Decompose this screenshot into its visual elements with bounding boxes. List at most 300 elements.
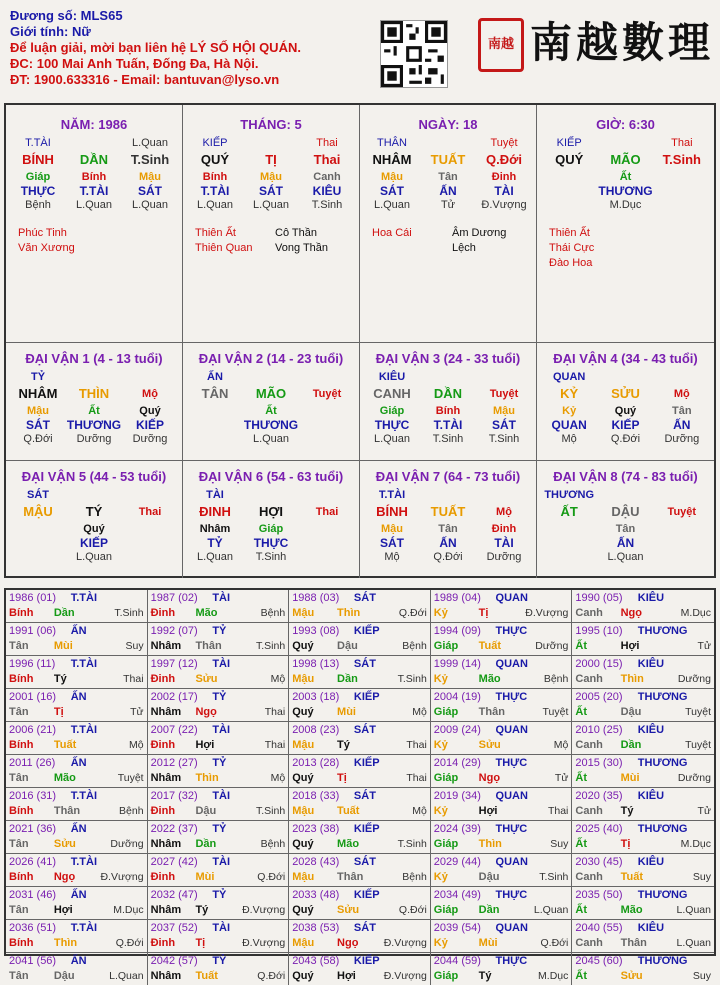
dai-van-hidden-sao-cell: SÁT bbox=[26, 418, 50, 432]
pillar-hidden-can-cell: Bính bbox=[81, 171, 107, 183]
dai-van-hidden-ts bbox=[364, 550, 532, 564]
dai-van-hidden-can-cell: Kỷ bbox=[562, 405, 577, 417]
annual-stage: T.Sinh bbox=[255, 640, 286, 652]
dai-van-hidden-ts-cell: T.Sinh bbox=[255, 551, 287, 563]
dai-van-hidden-ts bbox=[187, 432, 355, 446]
shensha-label: Thiên Ất bbox=[549, 227, 590, 239]
annual-can: Mậu bbox=[292, 673, 315, 685]
annual-cell bbox=[431, 821, 573, 854]
pillar-hidden-ts bbox=[364, 198, 532, 212]
annual-star: QUAN bbox=[495, 592, 528, 604]
annual-star: TỶ bbox=[212, 625, 227, 637]
annual-chi: Sửu bbox=[620, 970, 643, 982]
annual-can: Kỷ bbox=[433, 871, 448, 883]
dai-van-hidden-can-cell: Giáp bbox=[258, 523, 284, 535]
dai-van-main-cell: NHÂM bbox=[18, 386, 58, 401]
annual-star: QUAN bbox=[495, 856, 528, 868]
annual-cell bbox=[431, 788, 573, 821]
annual-chi: Tý bbox=[195, 904, 209, 916]
annual-stage: Tử bbox=[554, 772, 569, 784]
pillar-cell bbox=[183, 105, 360, 343]
dai-van-hidden-ts-cell bbox=[187, 432, 243, 446]
dai-van-hidden-sao-cell: KIẾP bbox=[611, 418, 640, 432]
annual-year: 2023 (38) bbox=[292, 823, 340, 835]
annual-star: TỶ bbox=[212, 757, 227, 769]
annual-year: 2029 (44) bbox=[433, 856, 481, 868]
annual-cell bbox=[289, 821, 431, 854]
annual-cell bbox=[289, 887, 431, 920]
annual-stage: Suy bbox=[125, 640, 144, 652]
annual-can: Tân bbox=[9, 970, 29, 982]
dai-van-hidden-can-cell bbox=[299, 522, 355, 536]
annual-stage: Thai bbox=[264, 706, 286, 718]
dai-van-hidden-sao bbox=[10, 418, 178, 432]
annual-chi: Dậu bbox=[620, 706, 642, 718]
annual-cell bbox=[431, 920, 573, 953]
annual-star: SÁT bbox=[353, 922, 376, 934]
annual-can: Kỷ bbox=[433, 937, 448, 949]
annual-chi: Dậu bbox=[53, 970, 75, 982]
annual-star: QUAN bbox=[495, 724, 528, 736]
pillar-top-cell: Tuyệt bbox=[490, 137, 518, 149]
annual-cell bbox=[148, 722, 290, 755]
dai-van-hidden-ts-cell bbox=[299, 550, 355, 564]
annual-star: THỰC bbox=[495, 889, 528, 901]
annual-star: ẤN bbox=[70, 691, 87, 703]
dai-van-hidden-sao-cell: QUAN bbox=[551, 418, 587, 432]
dai-van-hidden-can-cell: Bính bbox=[435, 405, 461, 417]
annual-year: 2005 (20) bbox=[575, 691, 623, 703]
pillar-top-cell: L.Quan bbox=[131, 137, 169, 149]
annual-year: 1999 (14) bbox=[433, 658, 481, 670]
annual-cell bbox=[572, 656, 714, 689]
annual-year: 2045 (60) bbox=[575, 955, 623, 967]
annual-star: QUAN bbox=[495, 658, 528, 670]
annual-cell bbox=[572, 689, 714, 722]
annual-luck-table bbox=[4, 588, 716, 982]
dai-van-sao bbox=[10, 370, 178, 384]
annual-stage: Mộ bbox=[270, 772, 286, 784]
annual-stage: Mộ bbox=[128, 739, 144, 751]
pillar-hidden-ts-cell: Đ.Vượng bbox=[481, 199, 527, 211]
dai-van-title: ĐẠI VẬN 6 (54 - 63 tuổi) bbox=[198, 469, 344, 484]
pillar-title: THÁNG: 5 bbox=[240, 117, 302, 132]
dai-van-main bbox=[541, 502, 710, 522]
annual-chi: Tuất bbox=[337, 805, 360, 817]
annual-can: Mậu bbox=[292, 871, 315, 883]
dai-van-hidden-can-cell: Đinh bbox=[491, 523, 517, 535]
annual-year: 1997 (12) bbox=[150, 658, 198, 670]
dai-van-title: ĐẠI VẬN 5 (44 - 53 tuổi) bbox=[21, 469, 167, 484]
annual-can: Kỷ bbox=[433, 673, 448, 685]
annual-star: TỶ bbox=[212, 889, 227, 901]
annual-chi: Sửu bbox=[478, 739, 501, 751]
annual-stage: Q.Đới bbox=[257, 871, 286, 883]
dai-van-hidden-sao-cell bbox=[122, 536, 178, 550]
annual-year: 2027 (42) bbox=[150, 856, 198, 868]
dai-van-hidden-can-cell: Ất bbox=[88, 405, 100, 417]
annual-year: 2011 (26) bbox=[9, 757, 56, 769]
annual-year: 2009 (24) bbox=[433, 724, 481, 736]
dai-van-hidden-can-cell: Quý bbox=[614, 405, 637, 417]
annual-can: Nhâm bbox=[150, 904, 182, 916]
annual-cell bbox=[431, 656, 573, 689]
annual-cell bbox=[431, 887, 573, 920]
annual-cell bbox=[6, 788, 148, 821]
annual-cell bbox=[572, 953, 714, 985]
dai-van-hidden-sao-cell: THỰC bbox=[253, 536, 289, 550]
dai-van-hidden-ts-cell: Mộ bbox=[561, 433, 577, 445]
annual-star: TỶ bbox=[212, 955, 227, 967]
dai-van-main-cell: MẬU bbox=[23, 504, 53, 519]
dai-van-hidden-ts-cell bbox=[299, 432, 355, 446]
annual-cell bbox=[572, 788, 714, 821]
annual-chi: Mùi bbox=[620, 772, 640, 784]
annual-star: T.TÀI bbox=[70, 922, 97, 934]
annual-chi: Tị bbox=[195, 937, 206, 949]
dai-van-hidden-ts-cell bbox=[10, 550, 66, 564]
annual-stage: Bệnh bbox=[119, 805, 144, 817]
pillar-top-cell bbox=[243, 136, 299, 150]
dai-van-hidden-can-cell bbox=[654, 522, 710, 536]
dai-van-main bbox=[187, 502, 355, 522]
pillar-hidden-sao-cell: SÁT bbox=[259, 184, 283, 198]
annual-can: Quý bbox=[292, 970, 314, 982]
dai-van-main-cell: TÂN bbox=[201, 386, 229, 401]
annual-stage: Dưỡng bbox=[535, 640, 569, 652]
dai-van-hidden-sao-cell: ẤN bbox=[673, 418, 691, 432]
annual-stage: Dưỡng bbox=[110, 838, 144, 850]
shensha-label bbox=[630, 226, 711, 241]
pillar-main-cell: BÍNH bbox=[22, 152, 54, 167]
dai-van-hidden-ts-cell: Mộ bbox=[384, 551, 400, 563]
dai-van-hidden-sao-cell: KIẾP bbox=[135, 418, 164, 432]
dai-van-sao-cell bbox=[66, 370, 122, 384]
annual-year: 2010 (25) bbox=[575, 724, 623, 736]
annual-year: 2030 (45) bbox=[575, 856, 623, 868]
annual-cell bbox=[572, 590, 714, 623]
phone-email-line[interactable]: ĐT: 1900.633316 - Email: bantuvan@lyso.vn bbox=[10, 72, 280, 87]
shensha-label: Cô Thần bbox=[275, 227, 317, 239]
annual-year: 2002 (17) bbox=[150, 691, 198, 703]
annual-can: Quý bbox=[292, 838, 314, 850]
dai-van-hidden-ts-cell: Q.Đới bbox=[433, 551, 463, 563]
pillar-hidden-can-cell: Tân bbox=[438, 171, 458, 183]
red-seal-stamp: 南越 bbox=[478, 18, 524, 72]
annual-star: SÁT bbox=[353, 856, 376, 868]
annual-can: Ất bbox=[575, 772, 587, 784]
pillar-hidden-ts-cell: L.Quan bbox=[196, 199, 234, 211]
annual-can: Ất bbox=[575, 838, 587, 850]
annual-chi: Tý bbox=[53, 673, 67, 685]
dai-van-hidden-ts-cell: Q.Đới bbox=[610, 433, 641, 445]
annual-chi: Thân bbox=[620, 937, 647, 949]
pillar-main-cell: TỊ bbox=[265, 152, 277, 167]
annual-cell bbox=[6, 821, 148, 854]
pillar-hidden-can-cell: Mậu bbox=[139, 171, 161, 183]
qr-code[interactable] bbox=[380, 20, 448, 88]
annual-stage: L.Quan bbox=[676, 904, 711, 916]
shensha-label: Vong Thần bbox=[275, 242, 329, 254]
annual-year: 1998 (13) bbox=[292, 658, 340, 670]
pillar-main-cell: QUÝ bbox=[200, 152, 230, 167]
dai-van-hidden-ts bbox=[541, 550, 710, 564]
annual-star: KIÊU bbox=[637, 658, 665, 670]
annual-star: THỰC bbox=[495, 823, 528, 835]
dai-van-sao-cell bbox=[420, 370, 476, 384]
shensha-label: Phúc Tinh bbox=[18, 227, 67, 239]
annual-cell bbox=[289, 854, 431, 887]
header-info bbox=[10, 8, 370, 88]
annual-stage: Tuyệt bbox=[117, 772, 144, 784]
dai-van-hidden-can-cell: Quý bbox=[83, 523, 105, 535]
dai-van-hidden-can-cell bbox=[122, 522, 178, 536]
pillar-title: NGÀY: 18 bbox=[418, 117, 478, 132]
annual-cell bbox=[572, 722, 714, 755]
annual-year: 1987 (02) bbox=[150, 592, 198, 604]
annual-year: 1995 (10) bbox=[575, 625, 623, 637]
dai-van-hidden-ts-cell: Dưỡng bbox=[486, 551, 522, 563]
annual-star: ẤN bbox=[70, 625, 87, 637]
pillar-hidden-sao-cell bbox=[541, 184, 597, 198]
shensha-label: Văn Xương bbox=[18, 242, 75, 254]
annual-cell bbox=[148, 656, 290, 689]
annual-star: ẤN bbox=[70, 955, 87, 967]
annual-year: 2008 (23) bbox=[292, 724, 340, 736]
shensha-label: Thiên Quan bbox=[195, 242, 253, 254]
dai-van-hidden-can bbox=[364, 404, 532, 418]
dai-van-cell bbox=[183, 461, 360, 578]
annual-year: 2012 (27) bbox=[150, 757, 198, 769]
annual-star: TÀI bbox=[212, 790, 231, 802]
pillar-top bbox=[187, 136, 355, 150]
annual-year: 2034 (49) bbox=[433, 889, 481, 901]
annual-stage: Mộ bbox=[412, 805, 427, 817]
annual-can: Kỷ bbox=[433, 805, 448, 817]
pillar-top-cell: Thai bbox=[671, 137, 693, 149]
pillar-main-cell: Thai bbox=[313, 152, 341, 167]
annual-cell bbox=[148, 953, 290, 985]
annual-star: TÀI bbox=[212, 856, 231, 868]
dai-van-hidden-sao-cell: THỰC bbox=[374, 418, 410, 432]
annual-cell bbox=[289, 590, 431, 623]
annual-year: 2015 (30) bbox=[575, 757, 623, 769]
pillar-hidden-ts bbox=[541, 198, 710, 212]
dai-van-hidden-sao-cell bbox=[10, 536, 66, 550]
annual-stage: Bệnh bbox=[260, 838, 286, 850]
annual-star: KIÊU bbox=[637, 856, 665, 868]
annual-can: Ất bbox=[575, 706, 587, 718]
dai-van-hidden-ts-cell bbox=[122, 550, 178, 564]
annual-year: 1990 (05) bbox=[575, 592, 623, 604]
annual-chi: Sửu bbox=[337, 904, 360, 916]
annual-year: 2014 (29) bbox=[433, 757, 481, 769]
pillar-hidden-sao bbox=[187, 184, 355, 198]
dai-van-main-cell: Mộ bbox=[673, 388, 690, 400]
annual-chi: Sửu bbox=[53, 838, 76, 850]
annual-stage: Tử bbox=[697, 805, 711, 817]
annual-stage: T.Sinh bbox=[539, 871, 569, 883]
pillar-hidden-sao bbox=[541, 184, 710, 198]
dai-van-hidden-ts-cell: L.Quan bbox=[373, 433, 411, 445]
annual-chi: Tý bbox=[337, 739, 350, 751]
annual-cell bbox=[148, 689, 290, 722]
annual-star: KIÊU bbox=[637, 922, 665, 934]
annual-chi: Mão bbox=[195, 607, 218, 619]
dai-van-hidden-ts-cell: L.Quan bbox=[75, 551, 113, 563]
annual-star: THỰC bbox=[495, 625, 528, 637]
dai-van-sao-cell bbox=[654, 488, 710, 502]
annual-star: KIÊU bbox=[637, 592, 665, 604]
dai-van-main bbox=[541, 384, 710, 404]
dai-van-sao-cell: TỶ bbox=[30, 371, 46, 383]
annual-can: Ất bbox=[575, 970, 587, 982]
annual-cell bbox=[6, 722, 148, 755]
annual-can: Mậu bbox=[292, 739, 315, 751]
annual-cell bbox=[6, 854, 148, 887]
dai-van-title: ĐẠI VẬN 1 (4 - 13 tuổi) bbox=[25, 351, 163, 366]
annual-can: Mậu bbox=[292, 607, 315, 619]
annual-year: 2019 (34) bbox=[433, 790, 481, 802]
annual-cell bbox=[572, 755, 714, 788]
dai-van-sao-cell bbox=[476, 370, 532, 384]
annual-stage: Mộ bbox=[270, 673, 286, 685]
dai-van-hidden-sao-cell bbox=[654, 536, 710, 550]
annual-chi: Ngọ bbox=[337, 937, 359, 949]
annual-chi: Tị bbox=[620, 838, 631, 850]
annual-chi: Tý bbox=[620, 805, 634, 817]
dai-van-cell bbox=[6, 343, 183, 461]
annual-stage: Đ.Vượng bbox=[383, 937, 427, 949]
dai-van-sao bbox=[187, 370, 355, 384]
dai-van-hidden-ts bbox=[187, 550, 355, 564]
annual-stage: Tuyệt bbox=[685, 739, 711, 751]
annual-can: Quý bbox=[292, 772, 314, 784]
shensha-label bbox=[630, 256, 711, 271]
dai-van-hidden-ts-cell: Dưỡng bbox=[76, 433, 112, 445]
pillar-top-cell: KIẾP bbox=[202, 137, 228, 149]
dai-van-hidden-sao-cell: ẤN bbox=[616, 536, 635, 550]
annual-stage: Bệnh bbox=[402, 640, 427, 652]
dai-van-cell bbox=[360, 461, 537, 578]
annual-chi: Thìn bbox=[53, 937, 78, 949]
pillar-top bbox=[364, 136, 532, 150]
annual-chi: Ngọ bbox=[195, 706, 217, 718]
annual-cell bbox=[289, 656, 431, 689]
dai-van-hidden-can-cell: Quý bbox=[139, 405, 161, 417]
dai-van-main-cell: MÃO bbox=[255, 386, 287, 401]
pillar-hidden-sao-cell bbox=[654, 184, 710, 198]
dai-van-hidden-ts-cell: T.Sinh bbox=[432, 433, 464, 445]
dai-van-hidden-ts-cell bbox=[654, 550, 710, 564]
pillar-hidden-can-cell: Mậu bbox=[381, 171, 403, 183]
annual-star: KIÊU bbox=[637, 790, 665, 802]
annual-year: 2042 (57) bbox=[150, 955, 198, 967]
annual-can: Canh bbox=[575, 871, 603, 883]
pillar-hidden-sao-cell: T.TÀI bbox=[79, 184, 109, 198]
pillar-cell bbox=[6, 105, 183, 343]
shensha-label: Hoa Cái bbox=[372, 227, 412, 239]
dai-van-hidden-sao-cell: SÁT bbox=[380, 536, 404, 550]
annual-can: Giáp bbox=[433, 904, 459, 916]
dai-van-hidden-ts-cell: L.Quan bbox=[252, 433, 290, 445]
dai-van-hidden-sao-cell bbox=[187, 418, 243, 432]
annual-chi: Tị bbox=[337, 772, 347, 784]
pillar-hidden-ts-cell: M.Dục bbox=[609, 199, 642, 211]
annual-year: 2018 (33) bbox=[292, 790, 340, 802]
annual-year: 2000 (15) bbox=[575, 658, 623, 670]
annual-star: SÁT bbox=[353, 592, 376, 604]
annual-chi: Dần bbox=[337, 673, 358, 685]
annual-can: Đinh bbox=[150, 607, 176, 619]
annual-stage: Dưỡng bbox=[677, 673, 711, 685]
dai-van-hidden-can bbox=[364, 522, 532, 536]
dai-van-main-cell: DẬU bbox=[611, 504, 640, 519]
annual-can: Đinh bbox=[150, 739, 176, 751]
annual-star: ẤN bbox=[70, 889, 87, 901]
annual-chi: Mùi bbox=[53, 640, 73, 652]
dai-van-hidden-ts-cell: L.Quan bbox=[607, 551, 644, 563]
annual-stage: M.Dục bbox=[680, 838, 711, 850]
dai-van-hidden-can bbox=[541, 522, 710, 536]
annual-star: THỰC bbox=[495, 955, 528, 967]
annual-cell bbox=[289, 623, 431, 656]
dai-van-sao-cell bbox=[243, 488, 299, 502]
annual-year: 1989 (04) bbox=[433, 592, 481, 604]
dai-van-title: ĐẠI VẬN 2 (14 - 23 tuổi) bbox=[198, 351, 344, 366]
annual-can: Tân bbox=[9, 640, 29, 652]
pillar-top bbox=[541, 136, 710, 150]
pillar-hidden-can-cell: Bính bbox=[202, 171, 228, 183]
annual-star: T.TÀI bbox=[70, 592, 97, 604]
annual-can: Bính bbox=[9, 739, 34, 751]
annual-star: TỶ bbox=[212, 691, 227, 703]
annual-cell bbox=[572, 821, 714, 854]
pillar-top bbox=[10, 136, 178, 150]
annual-can: Canh bbox=[575, 607, 603, 619]
annual-stage: Bệnh bbox=[543, 673, 569, 685]
annual-chi: Thân bbox=[53, 805, 81, 817]
dai-van-hidden-sao-cell: THƯƠNG bbox=[243, 418, 299, 432]
annual-year: 2031 (46) bbox=[9, 889, 57, 901]
annual-can: Đinh bbox=[150, 673, 176, 685]
annual-can: Bính bbox=[9, 673, 34, 685]
annual-year: 2040 (55) bbox=[575, 922, 623, 934]
annual-cell bbox=[572, 854, 714, 887]
dai-van-hidden-sao-cell bbox=[541, 536, 597, 550]
dai-van-hidden-sao-cell: T.TÀI bbox=[433, 418, 463, 432]
dai-van-hidden-ts-cell: L.Quan bbox=[196, 551, 234, 563]
annual-stage: T.Sinh bbox=[114, 607, 144, 619]
pillar-hidden-ts-cell bbox=[541, 198, 597, 212]
annual-chi: Dậu bbox=[478, 871, 500, 883]
annual-can: Giáp bbox=[433, 838, 459, 850]
pillar-main-cell: DẦN bbox=[79, 152, 109, 167]
annual-star: T.TÀI bbox=[70, 658, 97, 670]
dai-van-hidden-sao bbox=[364, 536, 532, 550]
annual-stage: T.Sinh bbox=[255, 805, 286, 817]
dai-van-hidden-can bbox=[541, 404, 710, 418]
annual-cell bbox=[6, 920, 148, 953]
dai-van-main bbox=[187, 384, 355, 404]
pillar-hidden-can-cell: Mậu bbox=[260, 171, 282, 183]
annual-stage: Dưỡng bbox=[677, 772, 711, 784]
annual-cell bbox=[431, 689, 573, 722]
dai-van-cell bbox=[360, 343, 537, 461]
pillar-main-cell: Q.Đới bbox=[486, 152, 522, 167]
pillar-hidden-ts-cell: T.Sinh bbox=[311, 199, 343, 211]
annual-year: 2036 (51) bbox=[9, 922, 57, 934]
